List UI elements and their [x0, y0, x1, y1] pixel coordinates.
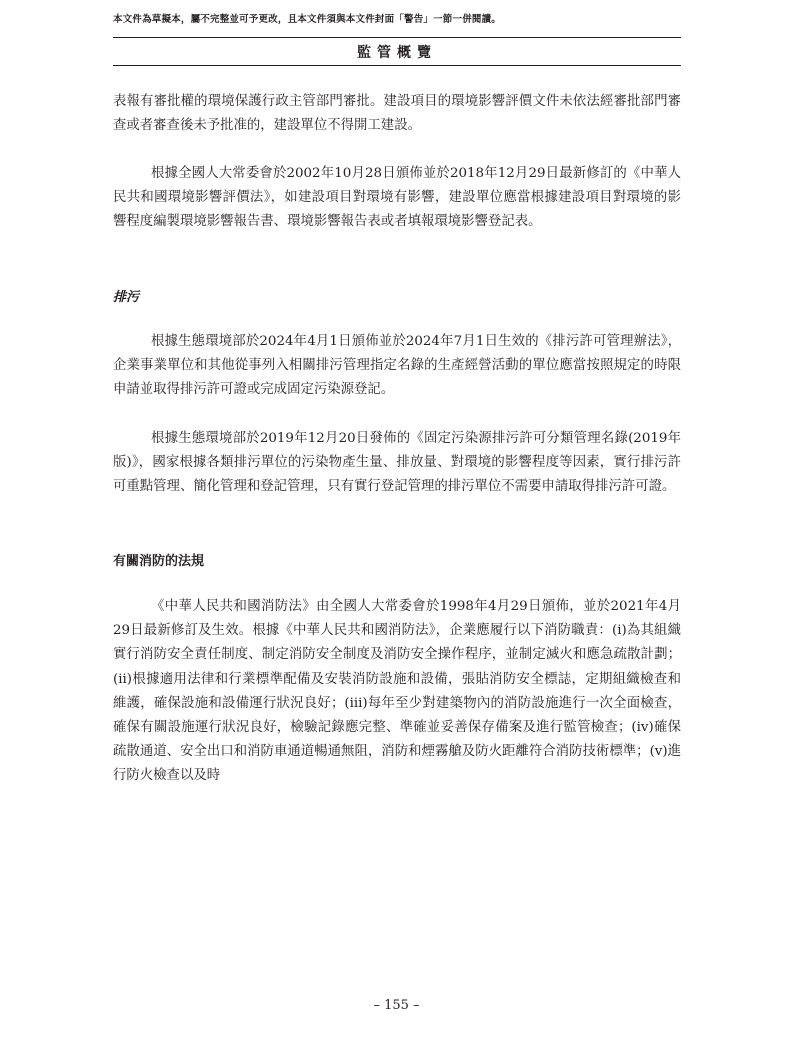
heading-discharge: 排污: [113, 290, 140, 305]
paragraph-discharge-permit-catalogue: 根據生態環境部於2019年12月20日發佈的《固定污染源排污許可分類管理名錄(2019年版)》，國家根據各類排污單位的污染物產生量、排放量、對環境的影響程度等因素，實行排污許可重點管理、簡化管理和登記管理，只有實行登記管理的排污單位不需要申請取得排污許可證。: [113, 431, 681, 495]
paragraph-discharge-permit-measures: 根據生態環境部於2024年4月1日頒佈並於2024年7月1日生效的《排污許可管理辦法》，企業事業單位和其他從事列入相關排污管理指定名錄的生產經營活動的單位應當按照規定的時限申請並取得排污許可證或完成固定污染源登記。: [113, 334, 681, 398]
paragraph-eia-approval: 表報有審批權的環境保護行政主管部門審批。建設項目的環境影響評價文件未依法經審批部門審查或者審查後未予批准的，建設單位不得開工建設。: [113, 94, 681, 134]
page-number: – 155 –: [373, 998, 420, 1013]
paragraph-fire-protection-law: 《中華人民共和國消防法》由全國人大常委會於1998年4月29日頒佈，並於2021年4月29日最新修訂及生效。根據《中華人民共和國消防法》，企業應履行以下消防職責：(i)為其組織實行消防安全責任制度、制定消防安全制度及消防安全操作程序，並制定滅火和應急疏散計劃；(ii)根據適用法律和行業標準配備及安裝消防設施和設備，張貼消防安全標誌，定期組織檢查和維護，確保設施和設備運行狀況良好；(iii)每年至少對建築物內的消防設施進行一次全面檢查，確保有關設施運行狀況良好，檢驗記錄應完整、準確並妥善保存備案及進行監管檢查；(iv)確保疏散通道、安全出口和消防車通道暢通無阻，消防和煙霧艙及防火距離符合消防技術標準；(v)進行防火檢查以及時: [113, 599, 681, 784]
draft-notice: 本文件為草擬本，屬不完整並可予更改，且本文件須與本文件封面「警告」一節一併閱讀。: [113, 14, 502, 25]
paragraph-eia-law: 根據全國人大常委會於2002年10月28日頒佈並於2018年12月29日最新修訂的《中華人民共和國環境影響評價法》，如建設項目對環境有影響，建設單位應當根據建設項目對環境的影響程度編製環境影響報告書、環境影響報告表或者填報環境影響登記表。: [113, 166, 681, 230]
section-title: 監管概覽: [357, 45, 437, 61]
header-bottom-rule: [113, 65, 681, 66]
header-top-rule: [113, 37, 681, 38]
heading-fire-regulations: 有關消防的法規: [113, 554, 205, 569]
